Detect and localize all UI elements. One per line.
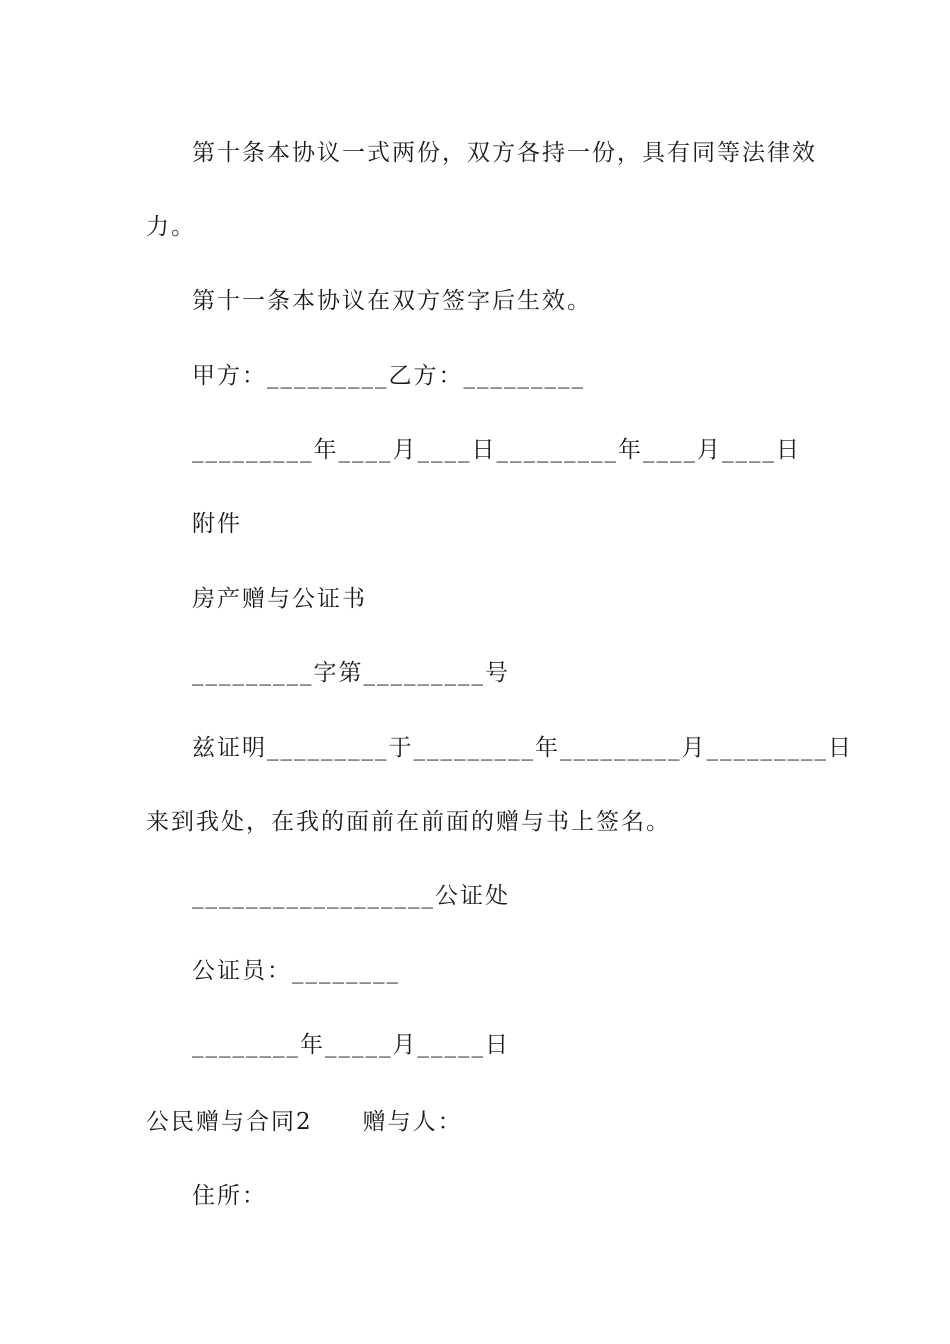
party-signature-line: 甲方：_________乙方：_________ [192,363,585,389]
notary-officer-line: 公证员：________ [192,958,400,984]
notary-date-line: ________年_____月_____日 [192,1032,510,1058]
article-11: 第十一条本协议在双方签字后生效。 [192,288,592,314]
attachment-heading: 附件 [192,511,242,537]
certification-line-2: 来到我处，在我的面前在前面的赠与书上签名。 [146,809,671,835]
contract-2-heading: 公民赠与合同2 赠与人： [146,1109,463,1135]
article-10-line-2: 力。 [146,214,196,240]
notary-office-line: __________________公证处 [192,883,510,909]
residence-line: 住所： [192,1183,267,1209]
signature-date-line: _________年____月____日_________年____月____日 [192,437,801,463]
certification-line-1: 兹证明_________于_________年_________月_________日 [192,735,853,761]
article-10-line-1: 第十条本协议一式两份，双方各持一份，具有同等法律效 [192,140,817,166]
notarial-certificate-title: 房产赠与公证书 [192,586,367,612]
certificate-number-line: _________字第_________号 [192,660,510,686]
